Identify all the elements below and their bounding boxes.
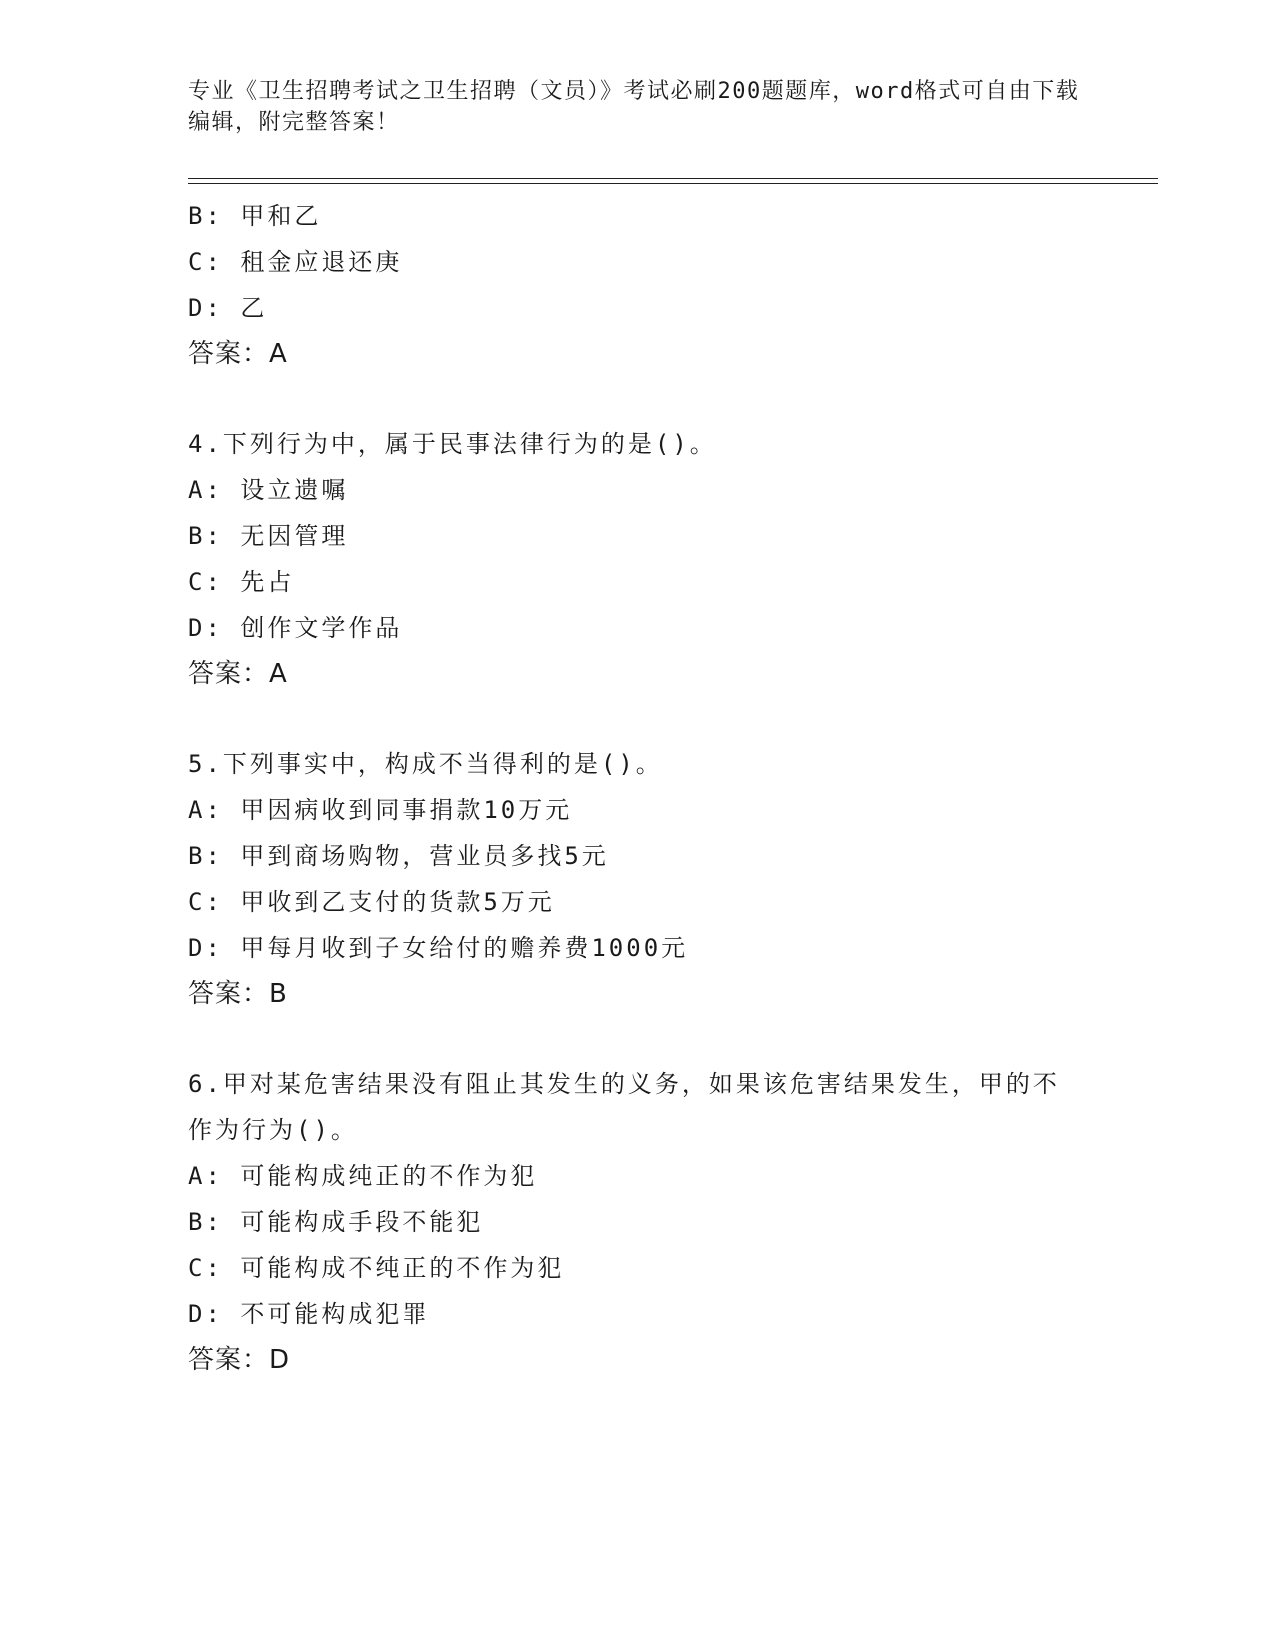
option-b: B: 甲和乙 <box>188 202 322 230</box>
question-3 <box>188 193 1088 377</box>
option-a: A: 可能构成纯正的不作为犯 <box>188 1162 538 1190</box>
question-stem: 4.下列行为中，属于民事法律行为的是()。 <box>188 430 717 458</box>
option-c: C: 租金应退还庚 <box>188 248 403 276</box>
question-content <box>188 193 1088 1383</box>
option-c: C: 可能构成不纯正的不作为犯 <box>188 1254 565 1282</box>
answer-line: 答案：A <box>188 659 288 689</box>
answer-line: 答案：B <box>188 979 288 1009</box>
answer-line: 答案：A <box>188 339 288 369</box>
question-4 <box>188 421 1088 697</box>
question-stem: 6.甲对某危害结果没有阻止其发生的义务，如果该危害结果发生，甲的不作为行为()。 <box>188 1070 1060 1144</box>
header-rule-bottom <box>188 183 1158 184</box>
option-c: C: 先占 <box>188 568 295 596</box>
question-5 <box>188 741 1088 1017</box>
option-a: A: 甲因病收到同事捐款10万元 <box>188 796 573 824</box>
option-b: B: 甲到商场购物，营业员多找5元 <box>188 842 609 870</box>
option-a: A: 设立遗嘱 <box>188 476 349 504</box>
answer-line: 答案：D <box>188 1345 291 1375</box>
option-d: D: 不可能构成犯罪 <box>188 1300 430 1328</box>
document-header: 专业《卫生招聘考试之卫生招聘（文员）》考试必刷200题题库，word格式可自由下载编辑，附完整答案！ <box>188 79 1080 135</box>
option-b: B: 可能构成手段不能犯 <box>188 1208 484 1236</box>
question-6 <box>188 1061 1088 1383</box>
option-c: C: 甲收到乙支付的货款5万元 <box>188 888 555 916</box>
option-b: B: 无因管理 <box>188 522 349 550</box>
question-stem: 5.下列事实中，构成不当得利的是()。 <box>188 750 663 778</box>
option-d: D: 乙 <box>188 294 268 322</box>
header-rule-top <box>188 178 1158 179</box>
option-d: D: 甲每月收到子女给付的赡养费1000元 <box>188 934 689 962</box>
option-d: D: 创作文学作品 <box>188 614 403 642</box>
